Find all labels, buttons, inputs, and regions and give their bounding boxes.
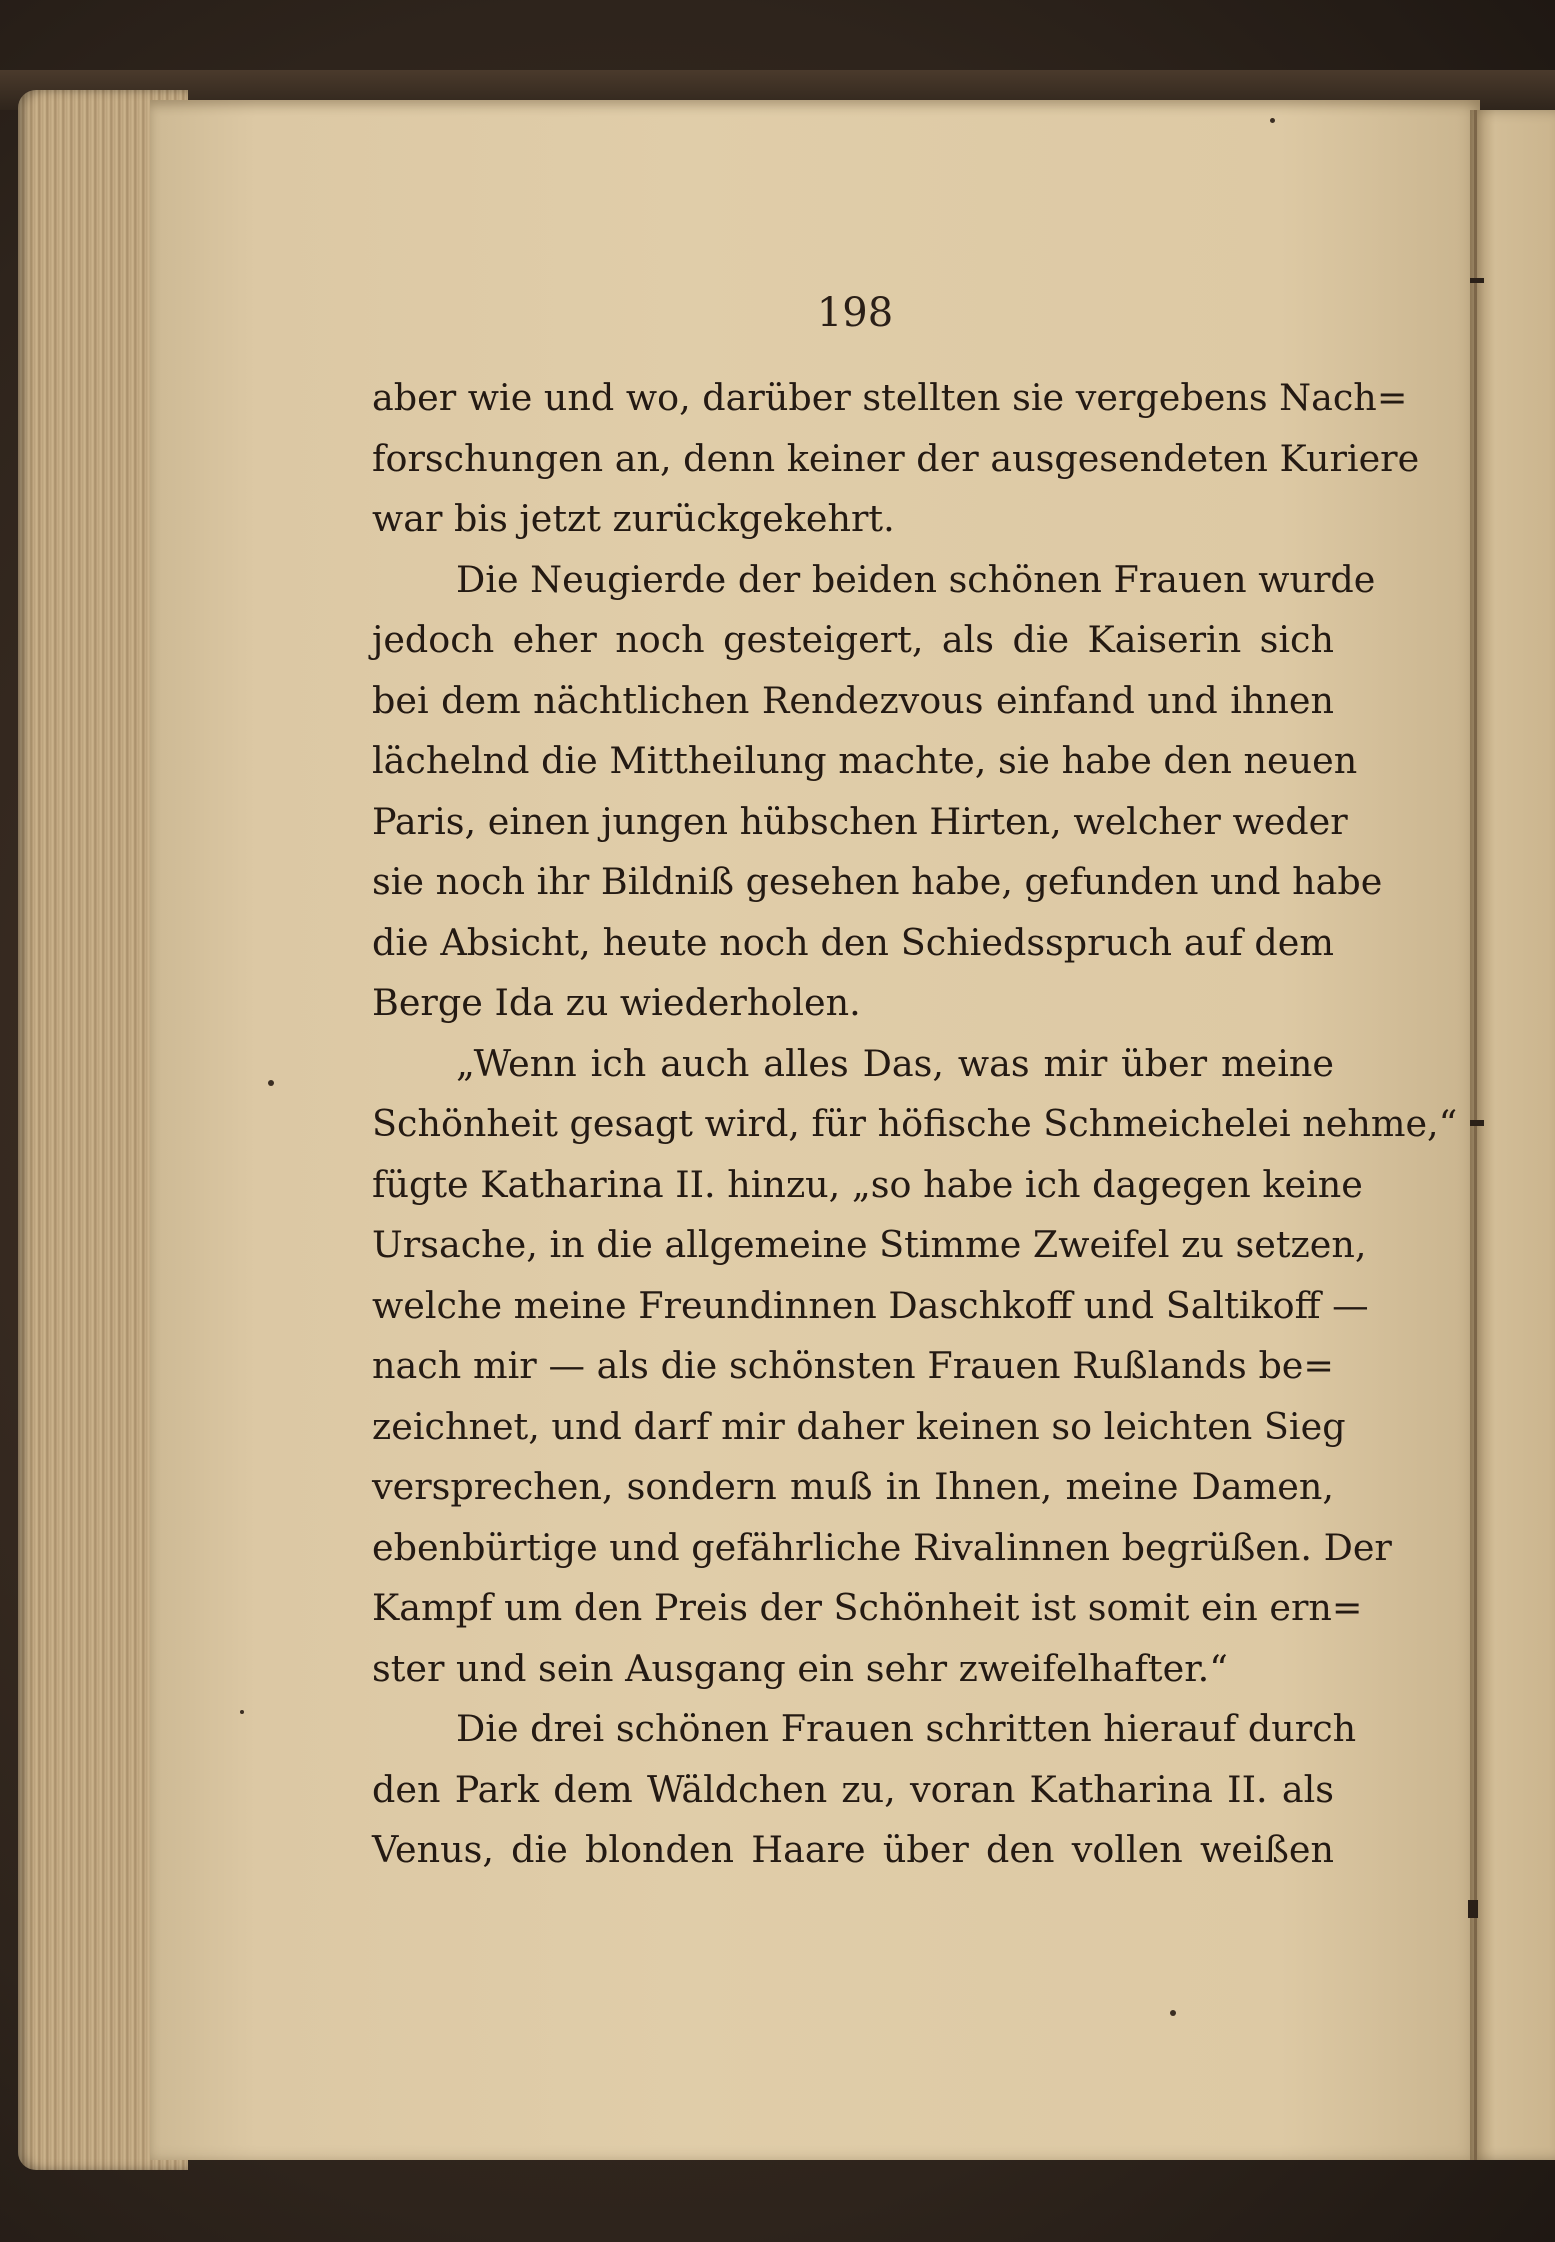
ink-speck xyxy=(240,1710,244,1714)
text-line: ebenbürtige und gefährliche Rivalinnen begrüßen. Der xyxy=(372,1525,1392,1569)
text-line: Ursache, in die allgemeine Stimme Zweifel zu setzen, xyxy=(372,1223,1367,1266)
text-line: zeichnet, und darf mir daher keinen so leichten Sieg xyxy=(372,1404,1346,1448)
text-line: Venus, die blonden Haare über den vollen weißen xyxy=(372,1828,1334,1871)
text-line: Paris, einen jungen hübschen Hirten, welcher weder xyxy=(372,799,1348,843)
edge-mark xyxy=(1468,1900,1478,1918)
edge-mark xyxy=(1470,1120,1484,1126)
body-text xyxy=(372,368,1458,1881)
text-line: jedoch eher noch gesteigert, als die Kaiserin sich xyxy=(372,618,1334,661)
text-line: bei dem nächtlichen Rendezvous einfand und ihnen xyxy=(372,678,1334,722)
text-line: Schönheit gesagt wird, für höfische Schmeichelei nehme,“ xyxy=(372,1102,1458,1145)
ink-speck xyxy=(1170,2010,1176,2016)
facing-page-edge xyxy=(1470,110,1555,2160)
text-line: den Park dem Wäldchen zu, voran Katharina II. als xyxy=(372,1767,1334,1811)
text-line: versprechen, sondern muß in Ihnen, meine Damen, xyxy=(372,1465,1334,1508)
text-line: Die drei schönen Frauen schritten hierauf durch xyxy=(456,1707,1357,1750)
text-line: lächelnd die Mittheilung machte, sie habe den neuen xyxy=(372,739,1358,782)
text-line: fügte Katharina II. hinzu, „so habe ich dagegen keine xyxy=(372,1162,1363,1206)
text-line: Die Neugierde der beiden schönen Frauen wurde xyxy=(456,557,1376,601)
text-line: war bis jetzt zurückgekehrt. xyxy=(372,497,895,540)
ink-speck xyxy=(268,1080,274,1086)
text-line: die Absicht, heute noch den Schiedsspruch auf dem xyxy=(372,920,1334,964)
page-number: 198 xyxy=(816,290,894,336)
text-line: „Wenn ich auch alles Das, was mir über meine xyxy=(456,1041,1334,1085)
book-gutter xyxy=(1474,110,1477,2160)
text-line: nach mir — als die schönsten Frauen Rußlands be= xyxy=(372,1344,1334,1387)
edge-mark xyxy=(1470,278,1484,283)
text-line: ster und sein Ausgang ein sehr zweifelhafter.“ xyxy=(372,1646,1228,1690)
text-line: forschungen an, denn keiner der ausgesendeten Kuriere xyxy=(372,436,1420,480)
ink-speck xyxy=(1270,118,1275,123)
text-line: Berge Ida zu wiederholen. xyxy=(372,981,861,1024)
text-line: sie noch ihr Bildniß gesehen habe, gefunden und habe xyxy=(372,860,1383,903)
text-line: Kampf um den Preis der Schönheit ist somit ein ern= xyxy=(372,1586,1363,1629)
text-line: welche meine Freundinnen Daschkoff und Saltikoff — xyxy=(372,1283,1369,1327)
text-line: aber wie und wo, darüber stellten sie vergebens Nach= xyxy=(372,376,1408,419)
